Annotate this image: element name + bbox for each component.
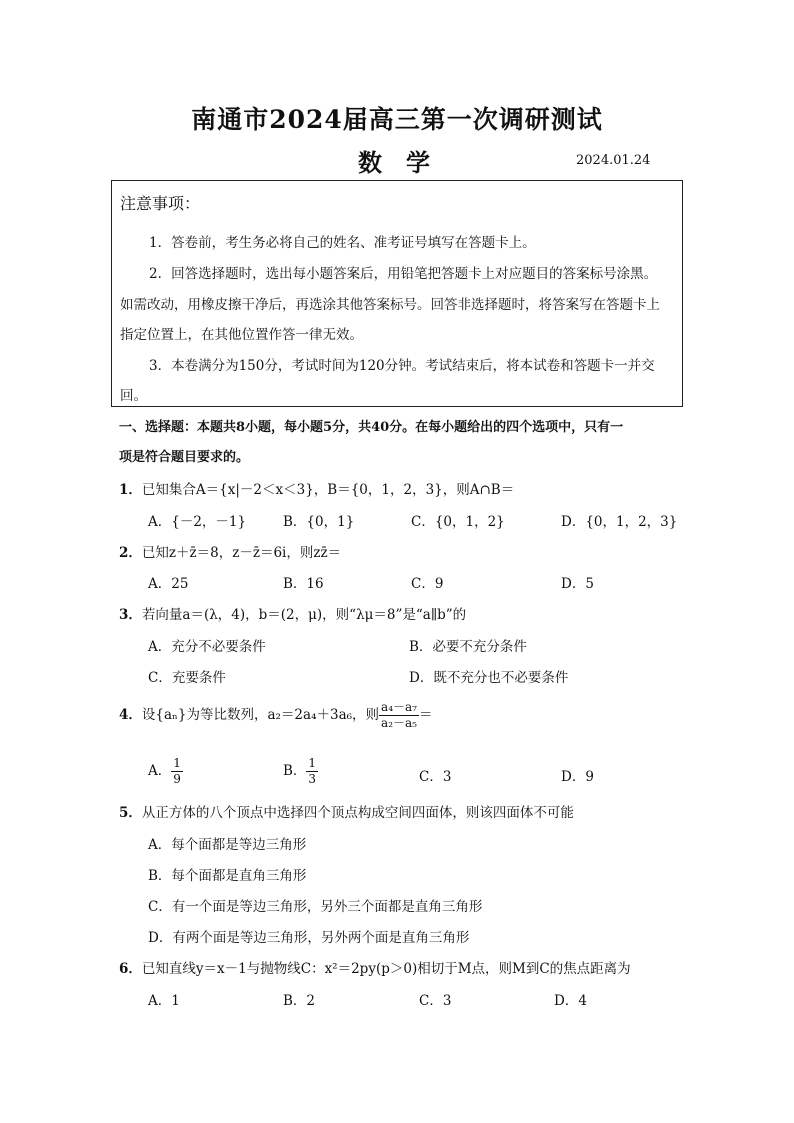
fraction <box>171 756 183 787</box>
notice-line: 如需改动，用橡皮擦干净后，再选涂其他答案标号。回答非选择题时，将答案写在答题卡上 <box>120 297 660 313</box>
notice-box <box>111 180 683 407</box>
notice-line: 指定位置上，在其他位置作答一律无效。 <box>120 327 363 343</box>
option-b: B．每个面都是直角三角形 <box>148 868 307 884</box>
exam-date: 2024.01.24 <box>576 153 651 168</box>
option-label: B． <box>283 763 307 779</box>
exam-title: 南通市2024届高三第一次调研测试 <box>191 105 603 134</box>
option-c: C．9 <box>411 576 444 592</box>
question-stem-end: ＝ <box>418 707 433 723</box>
question-stem: 若向量a＝(λ，4)，b＝(2，μ)，则“λμ＝8”是“a∥b”的 <box>141 607 467 623</box>
fraction-numerator: 1 <box>173 756 181 770</box>
option-a <box>148 756 183 787</box>
option-d: D．4 <box>554 993 587 1009</box>
option-d: D．既不充分也不必要条件 <box>409 670 569 686</box>
option-d: D．5 <box>561 576 594 592</box>
option-c: C．3 <box>419 769 452 785</box>
question-number: 6． <box>119 961 142 977</box>
option-label: A． <box>148 763 172 779</box>
option-b: B．{0，1} <box>283 514 355 530</box>
option-c: C．{0，1，2} <box>411 514 505 530</box>
question-5 <box>119 801 574 821</box>
question-1 <box>119 478 514 498</box>
fraction-denominator: a₂－a₅ <box>381 716 417 730</box>
option-a: A．充分不必要条件 <box>148 639 266 655</box>
question-number: 5． <box>119 805 142 821</box>
question-stem: 已知集合A＝{x|－2＜x＜3}，B＝{0，1，2，3}，则A∩B＝ <box>141 482 515 498</box>
question-stem: 已知z＋z̄＝8，z－z̄＝6i，则zz̄＝ <box>141 545 342 561</box>
option-c: C．有一个面是等边三角形，另外三个面都是直角三角形 <box>148 899 483 915</box>
notice-line: 2．回答选择题时，选出每小题答案后，用铅笔把答题卡上对应题目的答案标号涂黑。 <box>149 266 658 282</box>
option-a: A．25 <box>148 576 189 592</box>
question-6 <box>119 957 631 977</box>
notice-line: 1．答卷前，考生务必将自己的姓名、准考证号填写在答题卡上。 <box>149 235 536 251</box>
option-b: B．必要不充分条件 <box>409 639 527 655</box>
section-heading: 一、选择题：本题共8小题，每小题5分，共40分。在每小题给出的四个选项中，只有一 <box>119 420 624 435</box>
question-number: 2． <box>119 545 142 561</box>
question-number: 4． <box>119 707 142 723</box>
fraction-numerator: 1 <box>308 756 317 770</box>
option-b: B．2 <box>283 993 316 1009</box>
option-c: C．3 <box>419 993 452 1009</box>
option-c: C．充要条件 <box>148 670 226 686</box>
notice-heading: 注意事项： <box>120 194 201 213</box>
notice-line: 回。 <box>120 388 147 404</box>
question-2 <box>119 541 341 561</box>
option-d: D．{0，1，2，3} <box>561 514 678 530</box>
option-a: A．{－2，－1} <box>148 514 247 530</box>
fraction-numerator: a₄－a₇ <box>381 700 417 714</box>
fraction-denominator: 3 <box>308 772 317 786</box>
option-a: A．每个面都是等边三角形 <box>148 837 307 853</box>
option-b <box>283 756 318 787</box>
question-stem: 设{aₙ}为等比数列，a₂＝2a₄＋3a₆，则 <box>141 707 380 723</box>
option-a: A．1 <box>148 993 180 1009</box>
fraction <box>379 700 419 731</box>
question-number: 1． <box>119 482 142 498</box>
fraction <box>306 756 318 787</box>
question-stem: 已知直线y＝x－1与抛物线C：x²＝2py(p＞0)相切于M点，则M到C的焦点距离为 <box>141 961 631 977</box>
question-4 <box>119 700 432 731</box>
question-3 <box>119 603 466 623</box>
question-number: 3． <box>119 607 142 623</box>
section-heading-cont: 项是符合题目要求的。 <box>119 450 250 465</box>
question-stem: 从正方体的八个顶点中选择四个顶点构成空间四面体，则该四面体不可能 <box>141 805 574 821</box>
subject-title: 数学 <box>358 148 454 177</box>
fraction-denominator: 9 <box>173 772 181 786</box>
option-d: D．有两个面是等边三角形，另外两个面是直角三角形 <box>148 930 470 946</box>
option-d: D．9 <box>561 769 594 785</box>
notice-line: 3．本卷满分为150分，考试时间为120分钟。考试结束后，将本试卷和答题卡一并交 <box>149 358 655 374</box>
option-b: B．16 <box>283 576 324 592</box>
